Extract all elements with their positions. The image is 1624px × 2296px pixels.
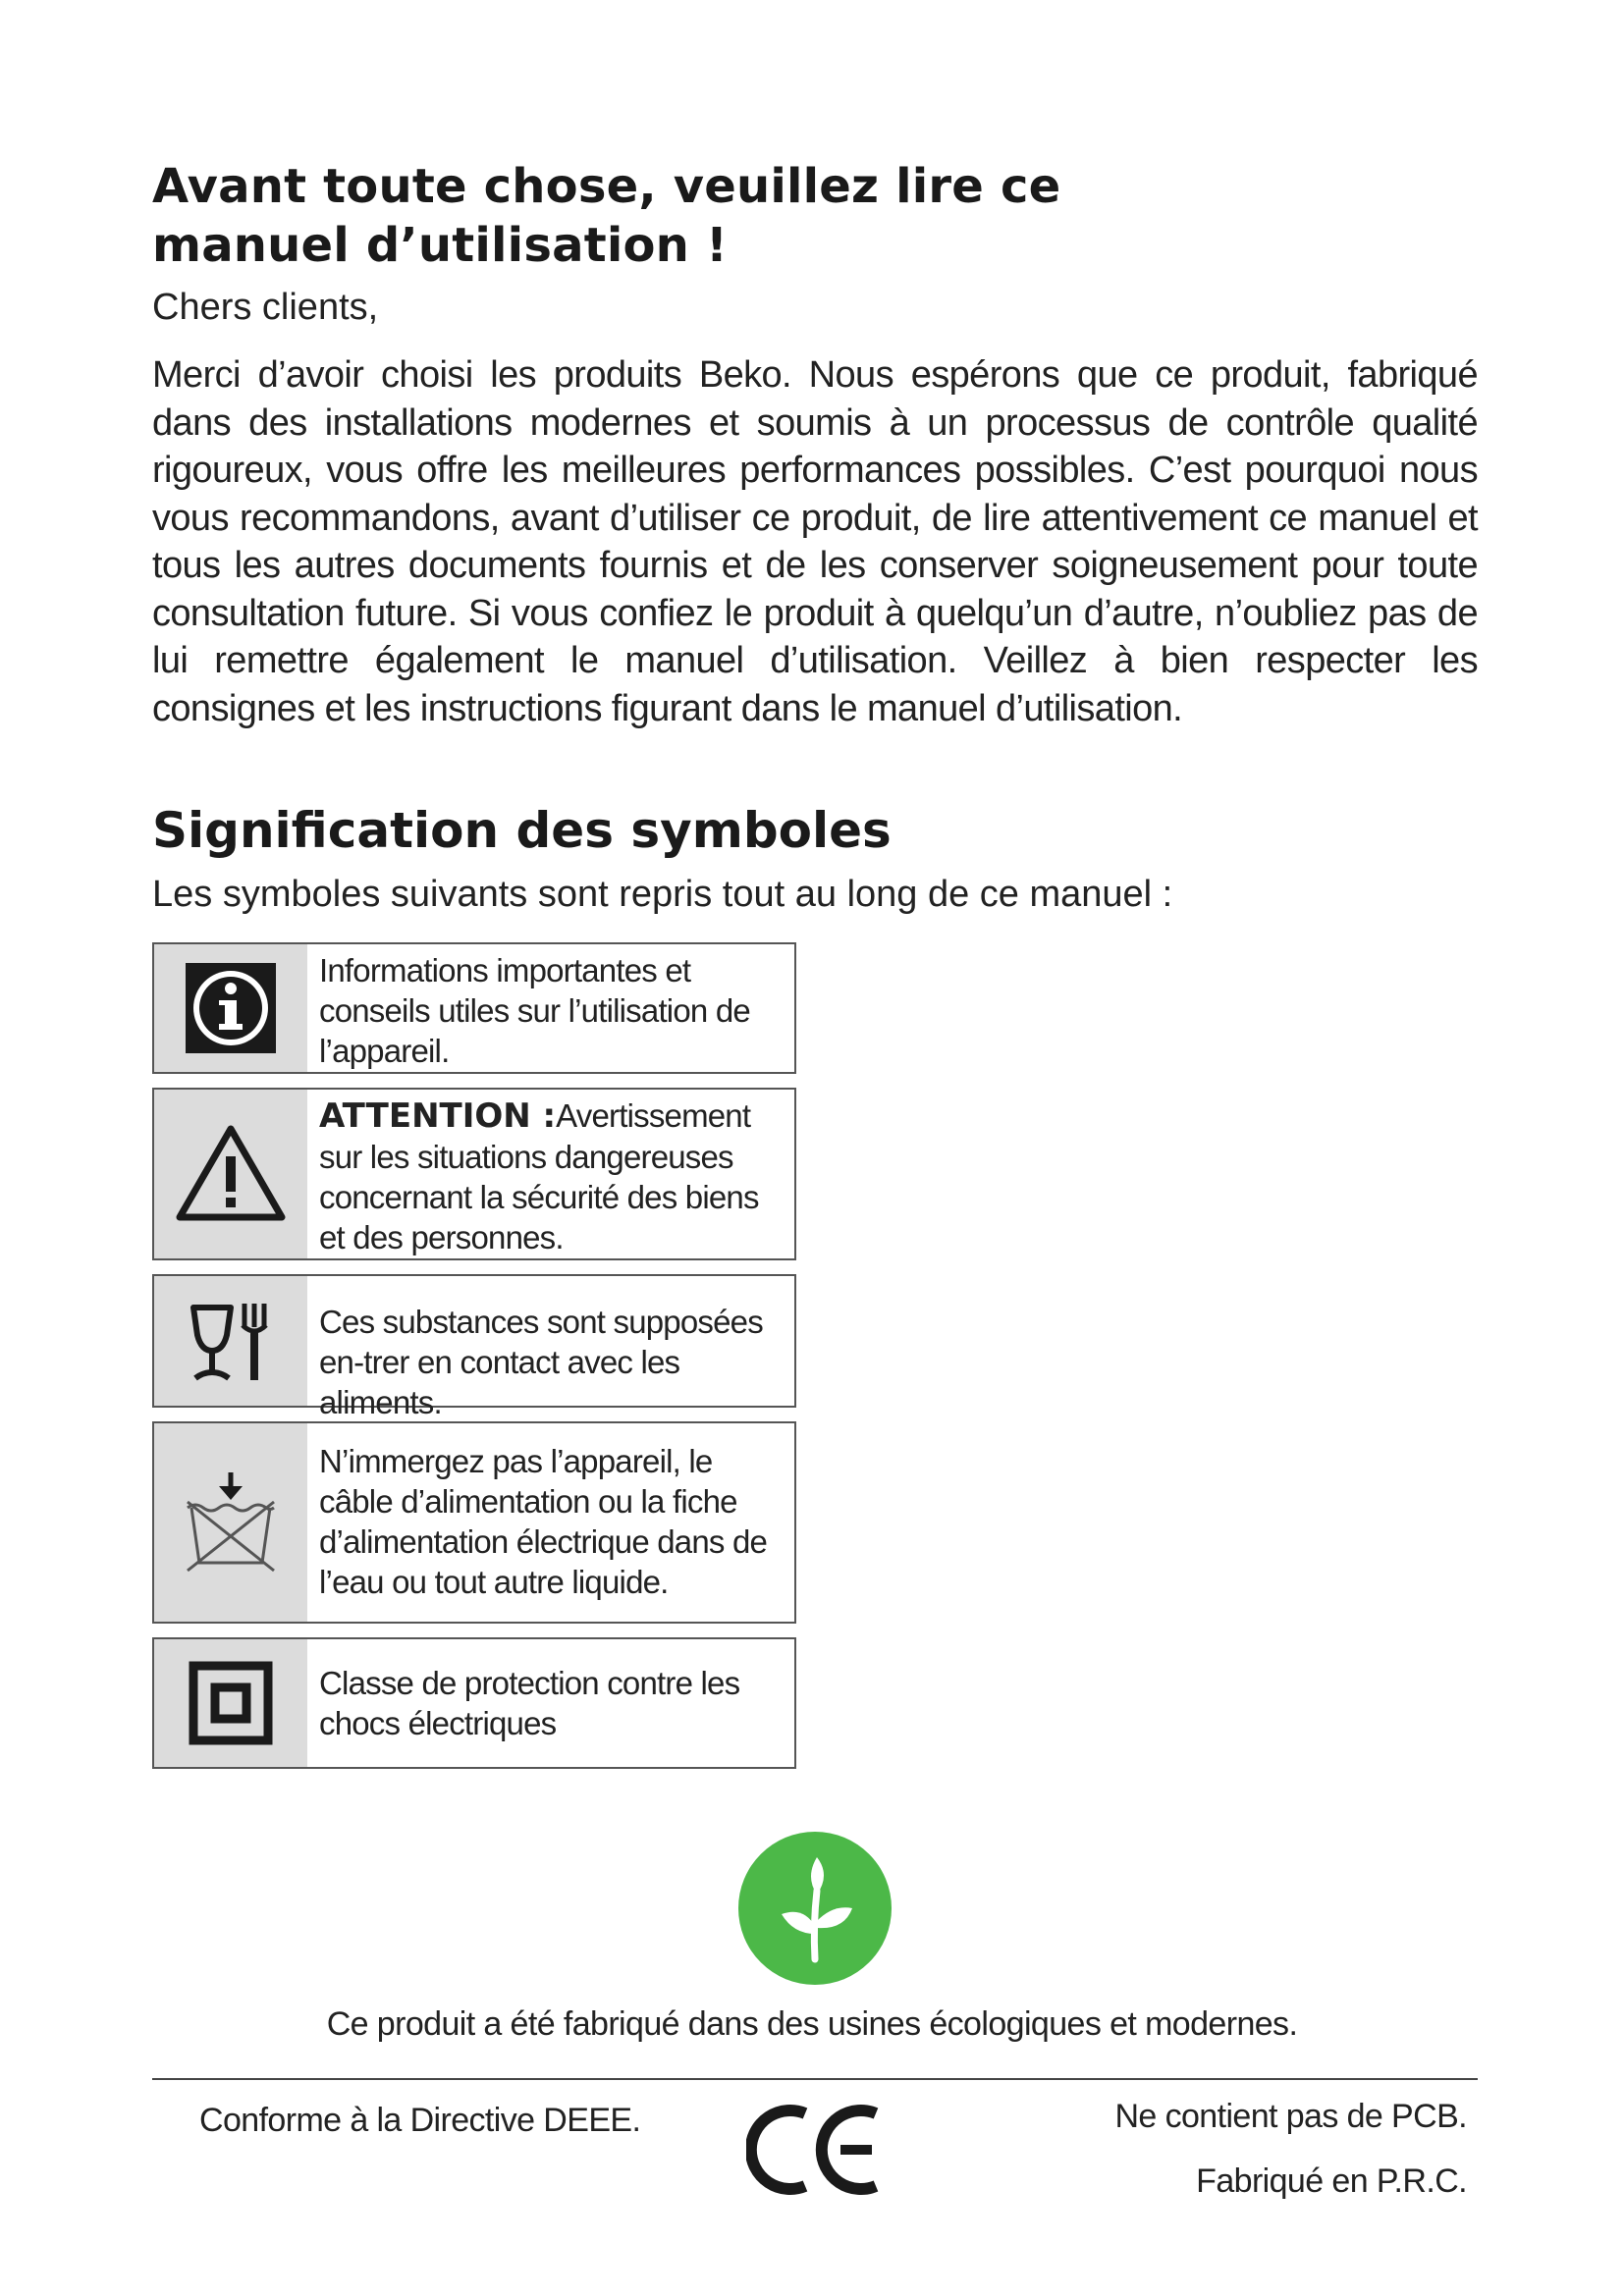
symbol-text-food-contact: Ces substances sont supposées en-trer en contact avec les aliments. xyxy=(319,1304,763,1420)
symbol-row-food-contact xyxy=(152,1274,796,1420)
footer-divider xyxy=(152,2078,1478,2080)
attention-label: ATTENTION : xyxy=(319,1096,557,1136)
no-immerse-icon xyxy=(154,1423,307,1622)
symbol-row-info xyxy=(152,942,796,1074)
eco-caption: Ce produit a été fabriqué dans des usines écologiques et modernes. xyxy=(326,2005,1298,2043)
pcb-text: Ne contient pas de PCB. xyxy=(1114,2098,1467,2135)
warning-text: Avertissement sur les situations dangereuses concernant la sécurité des biens et des personnes. xyxy=(319,1097,759,1255)
symbols-heading: Signification des symboles xyxy=(152,802,892,859)
greeting: Chers clients, xyxy=(152,287,379,328)
symbols-list xyxy=(152,942,796,1769)
symbol-text-no-immerse: N’immergez pas l’appareil, le câble d’alimentation ou la fiche d’alimentation électrique dans de l’eau ou tout autre liquide. xyxy=(319,1443,768,1600)
symbol-row-protection-class xyxy=(152,1637,796,1769)
food-contact-icon xyxy=(154,1276,307,1406)
warning-icon xyxy=(154,1090,307,1258)
symbol-row-no-immerse xyxy=(152,1421,796,1624)
document-page xyxy=(152,157,1478,1783)
weee-compliance-text: Conforme à la Directive DEEE. xyxy=(199,2102,641,2139)
page-title: Avant toute chose, veuillez lire ce manuel d’utilisation ! xyxy=(152,159,1061,273)
intro-paragraph: Merci d’avoir choisi les produits Beko. Nous espérons que ce produit, fabriqué dans des installations modernes et soumis à un processus de contrôle qualité rigoureux, vous offre les meilleures performances possibles. C’est pourquoi nous vous recommandons, avant d’utiliser ce produit, de lire attentivement ce manuel et tous les autres documents fournis et de les conserver soigneusement pour toute consultation future. Si vous confiez le produit à quelqu’un d’autre, n’oubliez pas de lui remettre également le manuel d’utilisation. Veillez à bien respecter les consignes et les instructions figurant dans le manuel d’utilisation. xyxy=(152,354,1478,729)
origin-text: Fabriqué en P.R.C. xyxy=(1196,2163,1467,2200)
symbol-row-warning xyxy=(152,1088,796,1260)
symbol-text-warning xyxy=(307,1090,794,1258)
symbols-intro: Les symboles suivants sont repris tout au long de ce manuel : xyxy=(152,874,1173,915)
symbol-text-info: Informations importantes et conseils utiles sur l’utilisation de l’appareil. xyxy=(319,952,750,1069)
double-insulation-icon xyxy=(154,1639,307,1767)
symbol-text-protection-class: Classe de protection contre les chocs électriques xyxy=(319,1665,740,1741)
ce-mark xyxy=(746,2096,886,2204)
info-icon xyxy=(154,944,307,1072)
eco-leaf-icon xyxy=(738,1832,892,1985)
